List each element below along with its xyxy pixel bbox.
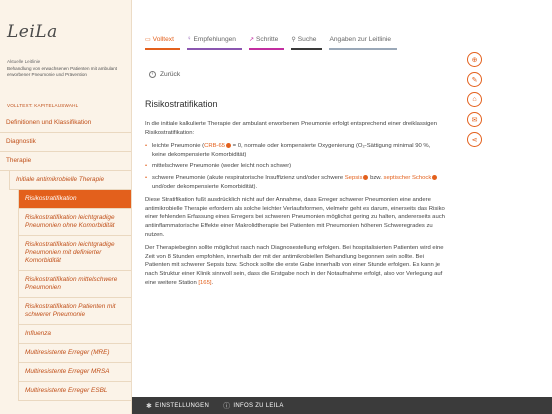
sidebar-item-definitionen[interactable] [0, 114, 132, 133]
back-arrow-icon: ‹ [149, 71, 156, 78]
app-logo[interactable]: LeiLa [7, 22, 58, 42]
tab-suche[interactable] [291, 34, 322, 48]
tab-label: Volltext [152, 35, 174, 43]
risk-class-list [145, 142, 445, 191]
tab-label: Suche [297, 35, 317, 43]
sidebar-item-mrsa[interactable] [18, 363, 132, 382]
share-icon[interactable]: ⋖ [467, 132, 482, 147]
sidebar-item-label: Diagnostik [6, 138, 36, 145]
reference-link[interactable]: [165] [198, 279, 212, 286]
settings-label: EINSTELLUNGEN [155, 402, 210, 409]
guide-label: Aktuelle Leitlinie [7, 59, 41, 64]
article-paragraph: Diese Stratifikation fußt ausdrücklich nicht auf der Annahme, dass Erreger schwerer Pneumonien eine andere antimikrobielle Therapie erfordern als solche leichter Verlaufsformen, vielmehr geht es darum, einerseits das Risiko einer fehlenden Erfassung eines Erregers bei schweren Pneumonien möglichst gering zu halten, andererseits auch antiinflammatorische Effekte einer Makrolidtherapie bei Patienten mit Pneumonien höheren Schweregrades zu nutzen. [145, 197, 445, 238]
sidebar-item-leicht-mit-komorbiditaet[interactable] [18, 236, 132, 271]
bottom-bar [132, 397, 552, 414]
info-label: INFOS ZU LEILA [233, 402, 284, 409]
text-segment: leichte Pneumonie ( [152, 143, 205, 150]
sidebar-item-mittelschwer[interactable] [18, 271, 132, 298]
info-button[interactable] [223, 401, 284, 411]
sidebar-item-label: Risikostratifikation mittelschwere Pneumonien [25, 276, 118, 291]
sidebar-item-diagnostik[interactable] [0, 133, 132, 152]
text-segment: und/oder dekompensierte Komorbidität). [152, 183, 258, 190]
chapter-selection-label: VOLLTEXT: KAPITELAUSWAHL [7, 103, 79, 108]
search-icon: ⚲ [291, 36, 296, 43]
sidebar-item-label: Risikostratifikation [25, 195, 77, 202]
article [145, 99, 445, 292]
sidebar [0, 0, 132, 414]
sidebar-item-label: Multiresistente Erreger MRSA [25, 368, 110, 375]
sidebar-item-therapie[interactable] [0, 152, 132, 171]
text-segment: schwere Pneumonie (akute respiratorische Insuffizienz und/oder schwere [152, 174, 345, 181]
note-icon[interactable]: ✎ [467, 72, 482, 87]
back-label: Zurück [160, 71, 181, 78]
article-paragraph [145, 244, 445, 287]
sidebar-item-influenza[interactable] [18, 325, 132, 344]
tab-angaben[interactable] [329, 34, 397, 48]
text-segment: = 0, normale oder kompensierte Oxygenierung (O₂-Sättigung minimal 90 %, keine dekompensierte Komorbidität) [152, 143, 431, 158]
mail-icon[interactable]: ✉ [467, 112, 482, 127]
text-segment: bzw. [368, 174, 384, 181]
action-bar [467, 52, 487, 152]
tab-volltext[interactable] [145, 34, 180, 48]
top-tabs [145, 34, 404, 48]
sidebar-item-mre[interactable] [18, 344, 132, 363]
sidebar-item-leicht-ohne-komorbiditaet[interactable] [18, 209, 132, 236]
bulb-icon: ♀ [186, 36, 192, 42]
article-intro: In die initiale kalkulierte Therapie der ambulant erworbenen Pneumonie erfolgt entsprechend einer dreiklassigen Risikostratifikation: [145, 121, 437, 136]
list-item [145, 142, 445, 159]
text-segment: Der Therapiebeginn sollte möglichst rasch nach Diagnosestellung erfolgen. Bei hospitalisierten Patienten wird eine Zeit von 8 Stunden empfohlen, innerhalb der mit der antimikrobiellen Behandlung begonnen sein sollte. Bei Patienten mit schwerer Sepsis bzw. Schock sollte die erste Gabe innerhalb von einer Stunde erfolgen. Es kann je nach Struktur einer Klinik sinnvoll sein, dass die Erstgabe noch in der Notaufnahme erfolgt, also vor Verlegung auf eine weitere Station [145, 245, 444, 286]
text-segment: . [211, 279, 214, 286]
tab-label: Schritte [256, 35, 279, 43]
steps-icon: ↗ [248, 36, 254, 43]
info-icon: ⓘ [223, 402, 231, 410]
tab-label: Angaben zur Leitlinie [329, 35, 392, 43]
chapter-nav [0, 114, 132, 401]
sidebar-item-label: Risikostratifikation Patienten mit schwerer Pneumonie [25, 303, 116, 318]
sidebar-item-risikostratifikation[interactable] [18, 190, 132, 209]
list-item [145, 162, 445, 171]
sidebar-item-label: Therapie [6, 157, 32, 164]
info-dot-icon[interactable] [432, 175, 437, 180]
text-segment: mittelschwere Pneumonie (weder leicht noch schwer) [152, 163, 292, 170]
back-button[interactable] [149, 71, 180, 78]
gear-icon: ✱ [146, 402, 153, 410]
settings-button[interactable] [146, 402, 209, 410]
septischer-schock-link[interactable]: septischer Schock [383, 174, 432, 181]
tab-empfehlungen[interactable] [187, 34, 242, 48]
sidebar-item-label: Initiale antimikrobielle Therapie [16, 176, 105, 183]
guide-title[interactable]: Behandlung von erwachsenen Patienten mit ambulant erworbener Pneumonie und Prävention [7, 66, 118, 77]
sidebar-item-label: Risikostratifikation leichtgradige Pneumonien ohne Komorbidität [25, 214, 115, 229]
tab-label: Empfehlungen [193, 35, 236, 43]
book-icon: ▭ [145, 36, 151, 43]
sidebar-item-label: Definitionen und Klassifikation [6, 119, 92, 126]
bookmark-add-icon[interactable]: ⊕ [467, 52, 482, 67]
sepsis-link[interactable]: Sepsis [344, 174, 363, 181]
sidebar-item-esbl[interactable] [18, 382, 132, 401]
sidebar-item-schwer[interactable] [18, 298, 132, 325]
article-title: Risikostratifikation [145, 99, 218, 109]
sidebar-item-label: Multiresistente Erreger (MRE) [25, 349, 110, 356]
sidebar-item-initiale-therapie[interactable] [9, 171, 132, 190]
list-item [145, 174, 445, 191]
sidebar-item-label: Risikostratifikation leichtgradige Pneumonien mit definierter Komorbidität [25, 241, 115, 264]
crb65-link[interactable]: CRB-65 [204, 143, 226, 150]
library-icon[interactable]: ⌂ [467, 92, 482, 107]
sidebar-item-label: Influenza [25, 330, 51, 337]
sidebar-item-label: Multiresistente Erreger ESBL [25, 387, 108, 394]
tab-schritte[interactable] [249, 34, 284, 48]
